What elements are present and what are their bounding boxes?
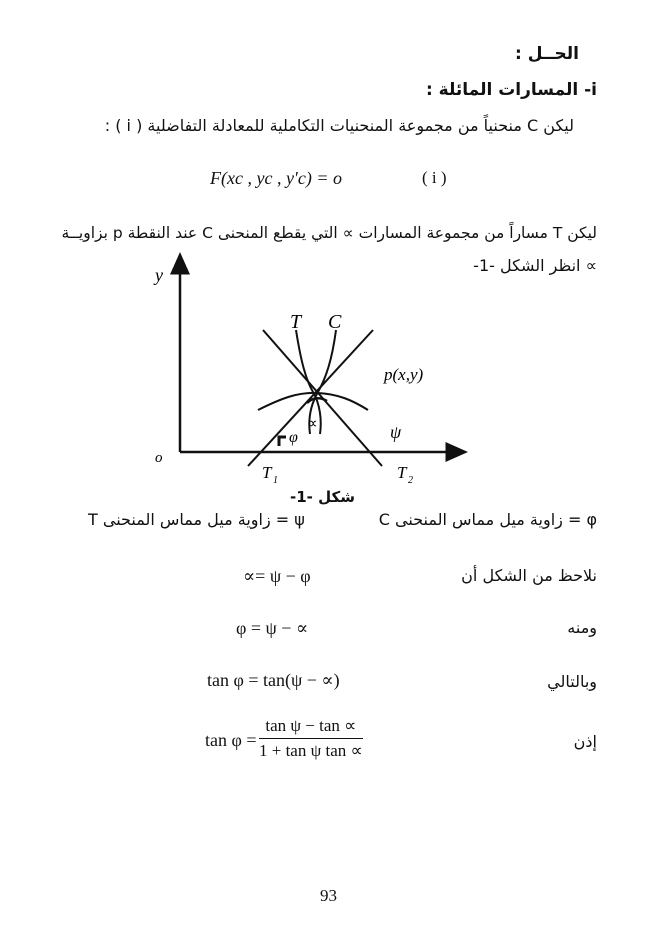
point-label: p(x,y) [384,365,424,384]
T2-label: T [397,463,407,482]
equation-i-tag: ( i ) [422,168,447,187]
step-2-math: φ = ψ − ∝ [236,618,309,638]
psi-label: ψ [390,422,402,442]
step-3-text: وبالتالي [547,672,597,691]
page-number: 93 [320,886,337,905]
curve-C-label: C [328,311,342,333]
y-axis-label: y [155,265,163,285]
step-1-math: ∝= ψ − φ [243,566,311,586]
psi-definition: ψ = زاوية ميل مماس المنحنى T [88,510,305,529]
alpha-label: ∝ [307,416,318,432]
curve-T-label: T [290,311,302,333]
solution-heading: الحــل : [515,44,579,64]
figure-caption: شكل -1- [290,488,355,506]
paragraph-1: ليكن C منحنياً من مجموعة المنحنيات التكاملية للمعادلة التفاضلية ( i ) : [104,116,574,135]
final-lhs: tan φ = [205,730,257,750]
T2-subscript: 2 [408,475,413,486]
T1-label: T [262,463,272,482]
step-1-text: نلاحظ من الشكل أن [461,566,597,585]
step-2-text: ومنه [567,618,597,637]
equation-i: F(xc , yc , y′c) = o [210,168,343,188]
section-heading-i: i- المسارات المائلة : [425,80,597,100]
tangent-line-T1 [248,330,373,466]
T1-subscript: 1 [273,475,278,486]
phi-label: φ [289,429,298,446]
paragraph-2-line-2: ∝ انظر الشكل -1- [473,256,597,275]
fraction-numerator: tan ψ − tan ∝ [259,716,363,739]
paragraph-2-line-1: ليكن T مساراً من مجموعة المسارات ∝ التي يقطع المنحنى C عند النقطة p بزاويــة [61,224,597,242]
final-fraction [259,716,363,761]
final-text: إذن [573,732,597,751]
fraction-denominator: 1 + tan ψ tan ∝ [259,741,363,760]
origin-label: o [155,450,163,466]
phi-definition: φ = زاوية ميل مماس المنحنى C [378,510,597,529]
angle-phi-arc [279,437,286,446]
step-3-math: tan φ = tan(ψ − ∝) [207,670,340,690]
